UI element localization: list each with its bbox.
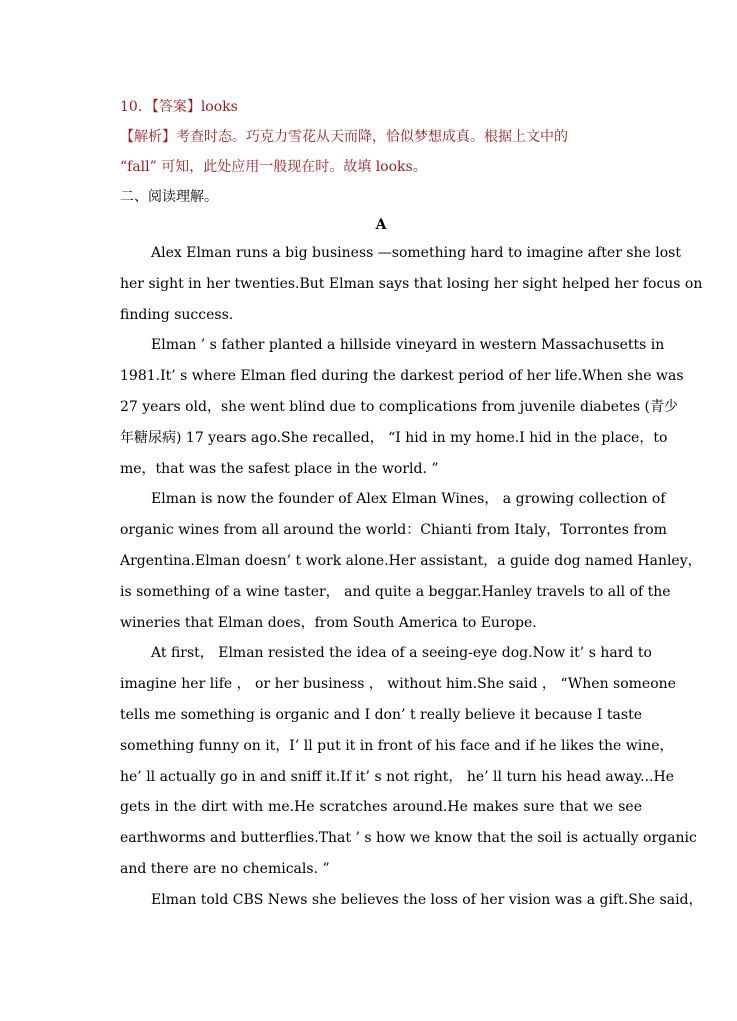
analysis-line-2: “fall” 可知，此处应用一般现在时。故填 looks。: [120, 159, 427, 175]
passage-line: something funny on it，I’ ll put it in front of his face and if he likes the wine，: [120, 737, 674, 754]
answer-number-line: 10．【答案】looks: [120, 99, 238, 115]
passage-line: Elman told CBS News she believes the loss of her vision was a gift.She said，: [151, 891, 703, 908]
passage-line: Argentina.Elman doesn’ t work alone.Her assistant，a guide dog named Hanley，: [120, 552, 702, 569]
passage-line: tells me something is organic and I don’ t really believe it because I taste: [120, 706, 642, 723]
passage-line: finding success.: [120, 306, 234, 323]
passage-line: 年糖尿病) 17 years ago.She recalled， “I hid in my home.I hid in the place，to: [120, 429, 668, 446]
passage-line: 1981.It’ s where Elman fled during the darkest period of her life.When she was: [120, 368, 684, 385]
passage-line: Elman is now the founder of Alex Elman Wines， a growing collection of: [151, 491, 666, 508]
passage-line: her sight in her twenties.But Elman says that losing her sight helped her focus on: [120, 275, 703, 292]
passage-label: A: [375, 217, 387, 233]
passage-line: and there are no chemicals. ”: [120, 860, 330, 877]
section-heading: 二、阅读理解。: [120, 189, 218, 205]
analysis-line-1: 【解析】考查时态。巧克力雪花从天而降，恰似梦想成真。根据上文中的: [120, 129, 568, 145]
passage-line: wineries that Elman does，from South America to Europe.: [120, 614, 537, 631]
passage-line: 27 years old，she went blind due to complications from juvenile diabetes (青少: [120, 398, 679, 415]
passage-line: Alex Elman runs a big business —something hard to imagine after she lost: [151, 245, 681, 261]
passage-body: [120, 238, 703, 916]
passage-line: he’ ll actually go in and sniff it.If it’ s not right， he’ ll turn his head away...He: [120, 768, 675, 785]
passage-line: imagine her life ， or her business ， without him.She said ， “When someone: [120, 676, 676, 693]
document-page: [120, 92, 703, 916]
passage-line: me，that was the safest place in the world. ”: [120, 460, 439, 477]
passage-line: earthworms and butterflies.That ’ s how we know that the soil is actually organic: [120, 830, 697, 847]
passage-line: Elman ’ s father planted a hillside vineyard in western Massachusetts in: [151, 337, 665, 354]
passage-line: At first， Elman resisted the idea of a seeing-eye dog.Now it’ s hard to: [151, 645, 652, 662]
passage-line: organic wines from all around the world：Chianti from Italy，Torrontes from: [120, 522, 667, 539]
passage-line: is something of a wine taster， and quite a beggar.Hanley travels to all of the: [120, 583, 671, 600]
passage-line: gets in the dirt with me.He scratches around.He makes sure that we see: [120, 799, 642, 816]
